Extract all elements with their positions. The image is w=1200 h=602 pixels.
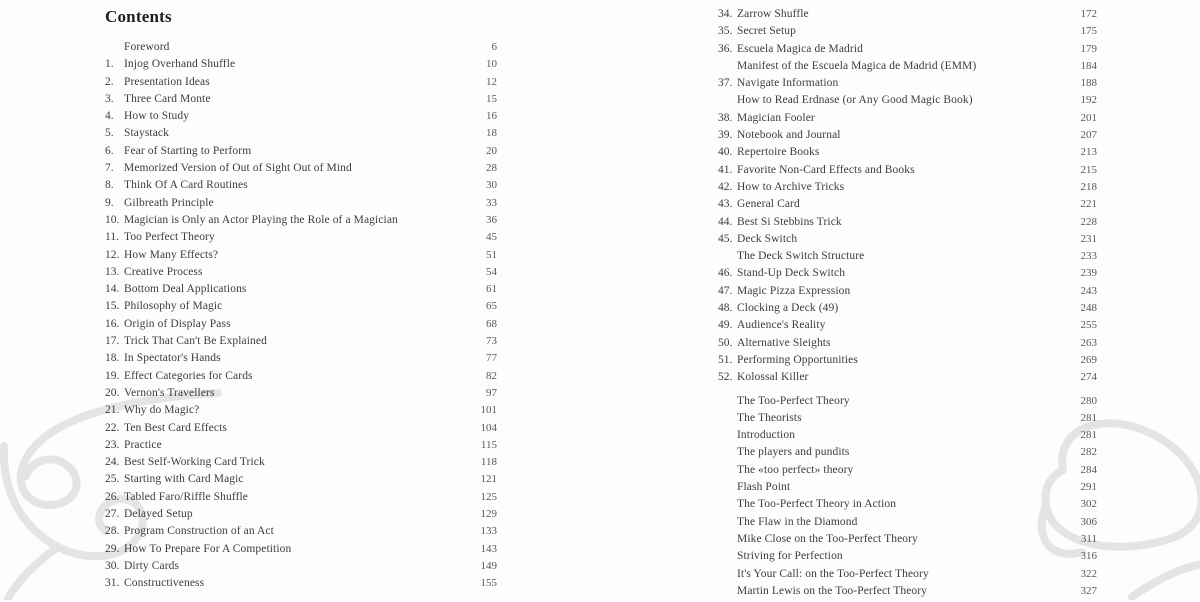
entry-number: 9. xyxy=(105,196,114,209)
entry-page-number: 179 xyxy=(1080,42,1097,55)
entry-number: 17. xyxy=(105,335,120,348)
entry-number: 3. xyxy=(105,92,114,105)
toc-entry xyxy=(105,249,497,266)
toc-entry xyxy=(105,525,497,542)
entry-page-number: 233 xyxy=(1080,250,1097,263)
toc-entry xyxy=(105,370,497,387)
entry-number: 26. xyxy=(105,490,120,503)
toc-entry xyxy=(105,335,497,352)
entry-number: 12. xyxy=(105,248,120,261)
toc-entry xyxy=(718,302,1097,319)
entry-page-number: 221 xyxy=(1080,198,1097,211)
entry-number: 29. xyxy=(105,542,120,555)
entry-page-number: 82 xyxy=(486,369,497,382)
entry-number: 49. xyxy=(718,319,733,332)
entry-number: 13. xyxy=(105,265,120,278)
entry-number: 16. xyxy=(105,317,120,330)
entry-title: The Too-Perfect Theory xyxy=(737,394,850,407)
entry-number: 34. xyxy=(718,8,733,20)
toc-right-entries-theory-section xyxy=(718,395,1097,602)
toc-entry xyxy=(105,473,497,490)
toc-entry xyxy=(718,568,1097,585)
toc-entry xyxy=(105,387,497,404)
entry-title: Mike Close on the Too-Perfect Theory xyxy=(737,532,918,545)
entry-title: General Card xyxy=(737,198,800,211)
entry-title: How Many Effects? xyxy=(124,248,219,261)
entry-title: Program Construction of an Act xyxy=(124,525,274,538)
toc-entry xyxy=(718,371,1097,388)
toc-entry xyxy=(718,481,1097,498)
entry-page-number: 54 xyxy=(486,265,497,278)
entry-title: Audience's Reality xyxy=(737,319,826,332)
toc-entry xyxy=(105,422,497,439)
entry-page-number: 77 xyxy=(486,352,497,365)
toc-right-entries-numbered xyxy=(718,8,1097,389)
entry-page-number: 10 xyxy=(486,58,497,71)
toc-entry xyxy=(718,164,1097,181)
entry-number: 43. xyxy=(718,198,733,211)
entry-number: 14. xyxy=(105,283,120,296)
entry-page-number: 291 xyxy=(1080,481,1097,494)
entry-title: Presentation Ideas xyxy=(124,75,210,88)
toc-left-column xyxy=(105,6,497,595)
entry-page-number: 228 xyxy=(1080,215,1097,228)
entry-number: 38. xyxy=(718,111,733,124)
entry-page-number: 61 xyxy=(486,283,497,296)
entry-number: 15. xyxy=(105,300,120,313)
entry-title: Magician is Only an Actor Playing the Role of a Magician xyxy=(124,213,398,226)
entry-page-number: 248 xyxy=(1080,302,1097,315)
entry-title: Gilbreath Principle xyxy=(124,196,214,209)
entry-title: It's Your Call: on the Too-Perfect Theory xyxy=(737,567,929,580)
toc-entry xyxy=(718,181,1097,198)
entry-page-number: 155 xyxy=(480,577,497,590)
entry-title: How To Prepare For A Competition xyxy=(124,542,292,555)
entry-number: 2. xyxy=(105,75,114,88)
entry-title: Too Perfect Theory xyxy=(124,231,215,244)
entry-page-number: 311 xyxy=(1080,532,1097,545)
toc-entry xyxy=(718,77,1097,94)
entry-page-number: 218 xyxy=(1080,180,1097,193)
entry-title: Three Card Monte xyxy=(124,92,211,105)
entry-number: 37. xyxy=(718,77,733,90)
toc-entry xyxy=(105,508,497,525)
entry-page-number: 201 xyxy=(1080,111,1097,124)
entry-title: Starting with Card Magic xyxy=(124,473,244,486)
entry-page-number: 121 xyxy=(480,473,497,486)
entry-title: Injog Overhand Shuffle xyxy=(124,58,236,71)
entry-number: 8. xyxy=(105,179,114,192)
entry-title: How to Study xyxy=(124,110,190,123)
page-title: Contents xyxy=(105,7,172,26)
entry-title: The «too perfect» theory xyxy=(737,463,854,476)
entry-title: Delayed Setup xyxy=(124,508,193,521)
toc-entry xyxy=(105,543,497,560)
entry-title: Notebook and Journal xyxy=(737,129,841,142)
toc-entry xyxy=(718,8,1097,25)
toc-entry xyxy=(718,60,1097,77)
entry-page-number: 30 xyxy=(486,179,497,192)
entry-page-number: 133 xyxy=(480,525,497,538)
toc-entry xyxy=(105,456,497,473)
entry-page-number: 16 xyxy=(486,110,497,123)
entry-title: Navigate Information xyxy=(737,77,839,90)
entry-number: 19. xyxy=(105,369,120,382)
entry-number: 51. xyxy=(718,353,733,366)
toc-right-column xyxy=(718,8,1097,602)
toc-entry xyxy=(718,354,1097,371)
entry-page-number: 129 xyxy=(480,508,497,521)
entry-number: 28. xyxy=(105,525,120,538)
entry-page-number: 28 xyxy=(486,162,497,175)
entry-number: 40. xyxy=(718,146,733,159)
entry-title: Best Si Stebbins Trick xyxy=(737,215,842,228)
entry-number: 39. xyxy=(718,129,733,142)
entry-title: Philosophy of Magic xyxy=(124,300,223,313)
entry-title: Why do Magic? xyxy=(124,404,200,417)
toc-entry xyxy=(105,179,497,196)
entry-title: The Too-Perfect Theory in Action xyxy=(737,498,897,511)
entry-page-number: 20 xyxy=(486,144,497,157)
entry-page-number: 269 xyxy=(1080,353,1097,366)
entry-page-number: 327 xyxy=(1080,584,1097,597)
entry-title: Zarrow Shuffle xyxy=(737,8,809,20)
entry-page-number: 306 xyxy=(1080,515,1097,528)
entry-number: 30. xyxy=(105,559,120,572)
entry-title: Secret Setup xyxy=(737,25,797,38)
entry-page-number: 231 xyxy=(1080,232,1097,245)
toc-entry xyxy=(105,491,497,508)
entry-number: 24. xyxy=(105,456,120,469)
toc-entry xyxy=(718,337,1097,354)
entry-title: Introduction xyxy=(737,429,796,442)
entry-number: 25. xyxy=(105,473,120,486)
entry-page-number: 281 xyxy=(1080,429,1097,442)
entry-number: 44. xyxy=(718,215,733,228)
entry-number: 7. xyxy=(105,162,114,175)
toc-entry xyxy=(718,412,1097,429)
toc-entry xyxy=(105,318,497,335)
entry-title: The Flaw in the Diamond xyxy=(737,515,858,528)
entry-page-number: 282 xyxy=(1080,446,1097,459)
toc-entry xyxy=(718,533,1097,550)
entry-page-number: 281 xyxy=(1080,411,1097,424)
entry-number: 23. xyxy=(105,438,120,451)
entry-page-number: 316 xyxy=(1080,550,1097,563)
entry-page-number: 255 xyxy=(1080,319,1097,332)
entry-title: Bottom Deal Applications xyxy=(124,283,247,296)
entry-title: Foreword xyxy=(124,41,170,53)
entry-number: 36. xyxy=(718,42,733,55)
entry-page-number: 274 xyxy=(1080,371,1097,384)
toc-entry xyxy=(105,231,497,248)
toc-entry xyxy=(105,110,497,127)
entry-number: 41. xyxy=(718,163,733,176)
entry-title: Kolossal Killer xyxy=(737,371,809,384)
entry-number: 5. xyxy=(105,127,114,140)
entry-page-number: 280 xyxy=(1080,394,1097,407)
entry-page-number: 12 xyxy=(486,75,497,88)
entry-number: 27. xyxy=(105,508,120,521)
toc-entry xyxy=(105,41,497,58)
entry-number: 47. xyxy=(718,284,733,297)
entry-title: Repertoire Books xyxy=(737,146,820,159)
toc-entry xyxy=(105,197,497,214)
toc-entry xyxy=(718,464,1097,481)
entry-page-number: 213 xyxy=(1080,146,1097,159)
entry-page-number: 188 xyxy=(1080,77,1097,90)
entry-number: 21. xyxy=(105,404,120,417)
toc-entry xyxy=(718,94,1097,111)
entry-page-number: 149 xyxy=(480,559,497,572)
entry-title: Vernon's Travellers xyxy=(124,386,215,399)
entry-number: 11. xyxy=(105,231,119,244)
entry-title: Manifest of the Escuela Magica de Madrid (EMM) xyxy=(737,59,977,72)
toc-entry xyxy=(718,285,1097,302)
toc-entry xyxy=(718,550,1097,567)
toc-entry xyxy=(105,145,497,162)
entry-title: Staystack xyxy=(124,127,169,140)
toc-entry xyxy=(718,25,1097,42)
entry-title: The Deck Switch Structure xyxy=(737,250,865,263)
entry-number: 48. xyxy=(718,302,733,315)
entry-page-number: 243 xyxy=(1080,284,1097,297)
entry-title: Ten Best Card Effects xyxy=(124,421,227,434)
toc-left-entries xyxy=(105,41,497,595)
entry-title: Striving for Perfection xyxy=(737,550,843,563)
entry-page-number: 65 xyxy=(486,300,497,313)
toc-entry xyxy=(105,93,497,110)
entry-page-number: 36 xyxy=(486,213,497,226)
entry-number: 1. xyxy=(105,58,114,71)
entry-title: Clocking a Deck (49) xyxy=(737,302,839,315)
entry-page-number: 101 xyxy=(480,404,497,417)
toc-entry xyxy=(105,283,497,300)
entry-page-number: 284 xyxy=(1080,463,1097,476)
entry-page-number: 33 xyxy=(486,196,497,209)
entry-page-number: 118 xyxy=(480,456,497,469)
toc-entry xyxy=(105,404,497,421)
entry-number: 20. xyxy=(105,386,120,399)
entry-title: The Theorists xyxy=(737,411,802,424)
entry-page-number: 6 xyxy=(491,41,497,53)
entry-page-number: 322 xyxy=(1080,567,1097,580)
entry-page-number: 239 xyxy=(1080,267,1097,280)
entry-number: 10. xyxy=(105,213,120,226)
entry-number: 50. xyxy=(718,336,733,349)
entry-number: 35. xyxy=(718,25,733,38)
toc-entry xyxy=(718,516,1097,533)
toc-entry xyxy=(718,267,1097,284)
entry-title: Think Of A Card Routines xyxy=(124,179,248,192)
entry-number: 18. xyxy=(105,352,120,365)
entry-title: Favorite Non-Card Effects and Books xyxy=(737,163,915,176)
entry-number: 42. xyxy=(718,180,733,193)
toc-entry xyxy=(105,127,497,144)
toc-entry xyxy=(105,300,497,317)
entry-title: Dirty Cards xyxy=(124,559,180,572)
toc-entry xyxy=(718,585,1097,602)
entry-page-number: 192 xyxy=(1080,94,1097,107)
toc-entry xyxy=(718,429,1097,446)
toc-entry xyxy=(105,577,497,594)
entry-number: 46. xyxy=(718,267,733,280)
toc-entry xyxy=(105,162,497,179)
entry-title: In Spectator's Hands xyxy=(124,352,221,365)
entry-page-number: 175 xyxy=(1080,25,1097,38)
toc-entry xyxy=(718,216,1097,233)
entry-page-number: 207 xyxy=(1080,129,1097,142)
entry-title: Fear of Starting to Perform xyxy=(124,144,252,157)
entry-page-number: 263 xyxy=(1080,336,1097,349)
toc-entry xyxy=(718,146,1097,163)
entry-title: Effect Categories for Cards xyxy=(124,369,253,382)
toc-entry xyxy=(718,446,1097,463)
entry-title: Origin of Display Pass xyxy=(124,317,231,330)
entry-title: Creative Process xyxy=(124,265,203,278)
entry-page-number: 115 xyxy=(480,438,497,451)
entry-page-number: 172 xyxy=(1080,8,1097,20)
entry-page-number: 143 xyxy=(480,542,497,555)
toc-entry xyxy=(105,76,497,93)
entry-page-number: 125 xyxy=(480,490,497,503)
entry-title: Escuela Magica de Madrid xyxy=(737,42,863,55)
entry-number: 4. xyxy=(105,110,114,123)
entry-page-number: 184 xyxy=(1080,59,1097,72)
entry-title: Deck Switch xyxy=(737,232,798,245)
entry-page-number: 97 xyxy=(486,386,497,399)
entry-title: Trick That Can't Be Explained xyxy=(124,335,267,348)
entry-title: Magic Pizza Expression xyxy=(737,284,851,297)
entry-page-number: 68 xyxy=(486,317,497,330)
toc-entry xyxy=(105,58,497,75)
toc-entry xyxy=(105,352,497,369)
toc-entry xyxy=(718,319,1097,336)
toc-entry xyxy=(718,43,1097,60)
entry-title: Best Self-Working Card Trick xyxy=(124,456,265,469)
entry-title: Alternative Sleights xyxy=(737,336,831,349)
entry-number: 45. xyxy=(718,232,733,245)
entry-title: Flash Point xyxy=(737,481,791,494)
toc-entry xyxy=(105,266,497,283)
toc-entry xyxy=(718,129,1097,146)
entry-title: Martin Lewis on the Too-Perfect Theory xyxy=(737,584,928,597)
entry-title: How to Read Erdnase (or Any Good Magic Book) xyxy=(737,94,973,107)
toc-entry xyxy=(718,233,1097,250)
toc-entry xyxy=(718,498,1097,515)
entry-number: 22. xyxy=(105,421,120,434)
entry-title: How to Archive Tricks xyxy=(737,180,845,193)
entry-page-number: 302 xyxy=(1080,498,1097,511)
toc-entry xyxy=(718,395,1097,412)
entry-title: Stand-Up Deck Switch xyxy=(737,267,846,280)
entry-number: 31. xyxy=(105,577,120,590)
toc-entry xyxy=(105,214,497,231)
toc-entry xyxy=(718,250,1097,267)
toc-entry xyxy=(718,198,1097,215)
toc-entry xyxy=(105,560,497,577)
entry-title: Constructiveness xyxy=(124,577,205,590)
entry-page-number: 51 xyxy=(486,248,497,261)
entry-number: 52. xyxy=(718,371,733,384)
toc-entry xyxy=(105,439,497,456)
entry-page-number: 73 xyxy=(486,335,497,348)
entry-page-number: 45 xyxy=(486,231,497,244)
entry-title: Memorized Version of Out of Sight Out of Mind xyxy=(124,162,352,175)
toc-entry xyxy=(718,112,1097,129)
entry-title: The players and pundits xyxy=(737,446,850,459)
entry-page-number: 15 xyxy=(486,92,497,105)
entry-title: Performing Opportunities xyxy=(737,353,858,366)
entry-page-number: 215 xyxy=(1080,163,1097,176)
entry-title: Magician Fooler xyxy=(737,111,815,124)
entry-number: 6. xyxy=(105,144,114,157)
entry-page-number: 18 xyxy=(486,127,497,140)
entry-title: Tabled Faro/Riffle Shuffle xyxy=(124,490,249,503)
entry-page-number: 104 xyxy=(480,421,497,434)
entry-title: Practice xyxy=(124,438,162,451)
